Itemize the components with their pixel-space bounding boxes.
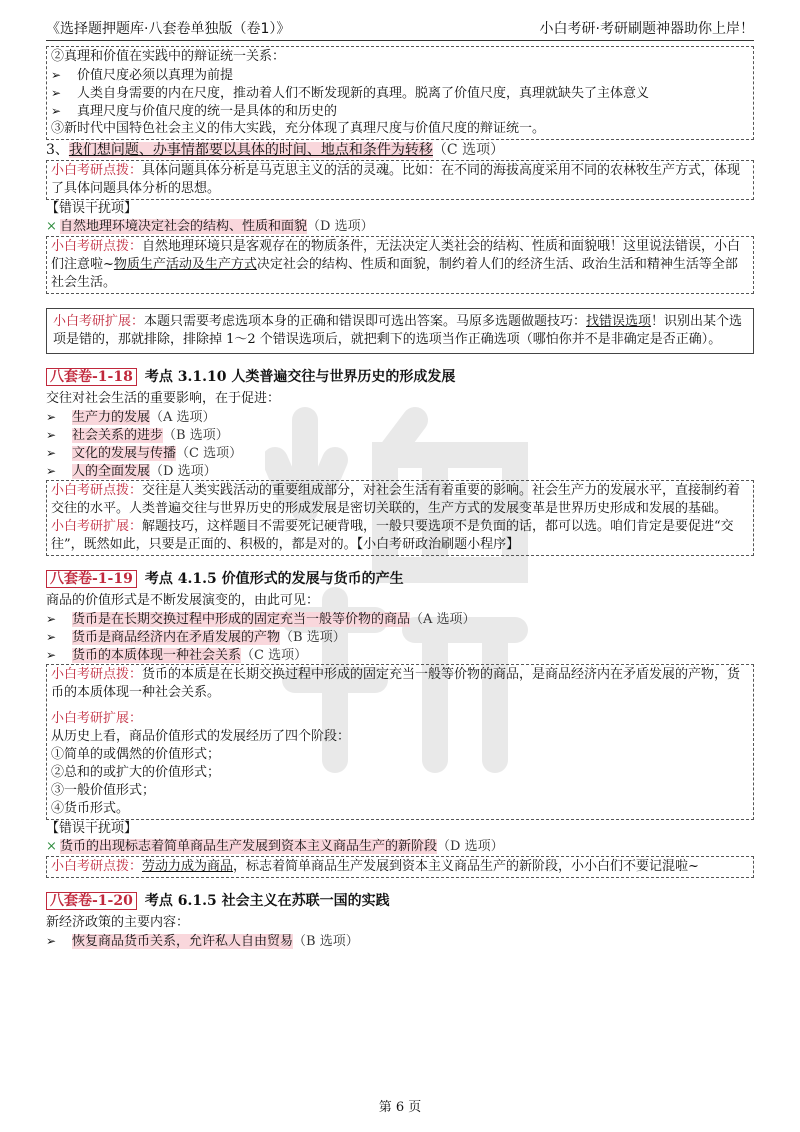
extend-label: 小白考研扩展：: [51, 711, 143, 726]
tip-label: 小白考研点拨：: [51, 239, 143, 254]
box-line: ②真理和价值在实践中的辩证统一关系：: [51, 49, 286, 64]
bullet-line: ➢ 价值尺度必须以真理为前提: [51, 66, 749, 84]
box-line: ③新时代中国特色社会主义的伟大实践，充分体现了真理尺度与价值尺度的辩证统一。: [51, 121, 546, 136]
stage-item: ①简单的或偶然的价值形式；: [51, 747, 221, 762]
page-content: [46, 46, 754, 950]
cross-icon: ×: [46, 839, 57, 854]
question-tag: 八套卷-1-18: [46, 368, 137, 386]
question-tag: 八套卷-1-19: [46, 570, 137, 588]
option-item: ➢ 货币是在长期交换过程中形成的固定充当一般等价物的商品（A 选项）: [46, 610, 754, 628]
question-intro: 交往对社会生活的重要影响，在于促进：: [46, 391, 281, 406]
bullet-line: ➢ 真理尺度与价值尺度的统一是具体的和历史的: [51, 102, 749, 120]
tip-label: 小白考研点拨：: [51, 859, 143, 874]
distractor-tip-box: 小白考研点拨：自然地理环境只是客观存在的物质条件，无法决定人类社会的结构、性质和面貌哦！这里说法错误，小白们注意啦~物质生产活动及生产方式决定社会的结构、性质和面貌，制约着人们的经济生活、政治生活和精神生活等全部社会生活。: [46, 236, 754, 294]
page-number: 第 6 页: [378, 1100, 422, 1115]
tip-box: 小白考研点拨：具体问题具体分析是马克思主义的活的灵魂。比如：在不同的海拔高度采用不同的农林牧生产方式，体现了具体问题具体分析的思想。: [46, 160, 754, 200]
distractor-text: 自然地理环境决定社会的结构、性质和面貌: [60, 219, 308, 234]
question-title-20: 八套卷-1-20 考点 6.1.5 社会主义在苏联一国的实践: [46, 890, 754, 912]
extend-box: 小白考研扩展：本题只需要考虑选项本身的正确和错误即可选出答案。马原多选题做题技巧：找错误选项！识别出某个选项是错的，那就排除，排除掉 1～2 个错误选项后，就把剩下的选项当作正确选项（哪怕你并不是非确定是否正确）。: [46, 308, 754, 354]
distractor-tip-box: 小白考研点拨：劳动力成为商品，标志着简单商品生产发展到资本主义商品生产的新阶段，小小白们不要记混啦~: [46, 856, 754, 878]
header-slogan: 小白考研·考研刷题神器助你上岸！: [539, 21, 754, 37]
distractor-heading: 【错误干扰项】: [46, 821, 138, 836]
question-title-18: 八套卷-1-18 考点 3.1.10 人类普遍交往与世界历史的形成发展: [46, 366, 754, 388]
option-item: ➢ 货币是商品经济内在矛盾发展的产物（B 选项）: [46, 628, 754, 646]
question-intro: 商品的价值形式是不断发展演变的，由此可见：: [46, 593, 320, 608]
extend-label: 小白考研扩展：: [53, 314, 145, 329]
bullet-line: ➢ 人类自身需要的内在尺度，推动着人们不断发现新的真理。脱离了价值尺度，真理就缺失了主体意义: [51, 84, 749, 102]
question-title-19: 八套卷-1-19 考点 4.1.5 价值形式的发展与货币的产生: [46, 568, 754, 590]
answer-item-3: 3、我们想问题、办事情都要以具体的时间、地点和条件为转移（C 选项）: [46, 142, 505, 158]
tip-label: 小白考研点拨：: [51, 163, 143, 178]
stage-item: ③一般价值形式；: [51, 783, 156, 798]
tip-box: 小白考研点拨：交往是人类实践活动的重要组成部分，对社会生活有着重要的影响。社会生产力的发展水平，直接制约着交往的水平。人类普遍交往与世界历史的形成发展是密切关联的，生产方式的发展变革是世界历史形成和发展的基础。 小白考研扩展：解题技巧，这样题目不需要死记硬背哦，一般只要选项不是负面的话，都可以选。咱们肯定是要促进“交往”，既然如此，只要是正面的、积极的，都是对的。【小白考研政治刷题小程序】: [46, 480, 754, 556]
tip-label: 小白考研点拨：: [51, 667, 143, 682]
distractor-item: × 自然地理环境决定社会的结构、性质和面貌（D 选项）: [46, 219, 374, 234]
option-item: ➢ 人的全面发展（D 选项）: [46, 462, 754, 480]
answer-text: 我们想问题、办事情都要以具体的时间、地点和条件为转移: [68, 142, 433, 158]
distractor-item: × 货币的出现标志着简单商品生产发展到资本主义商品生产的新阶段（D 选项）: [46, 839, 504, 854]
stage-item: ④货币形式。: [51, 801, 130, 816]
cross-icon: ×: [46, 219, 57, 234]
option-item: ➢ 恢复商品货币关系，允许私人自由贸易（B 选项）: [46, 932, 754, 950]
option-item: ➢ 文化的发展与传播（C 选项）: [46, 444, 754, 462]
option-item: ➢ 货币的本质体现一种社会关系（C 选项）: [46, 646, 754, 664]
option-label: （C 选项）: [432, 142, 505, 158]
tip-label: 小白考研点拨：: [51, 483, 143, 498]
question-intro: 新经济政策的主要内容：: [46, 915, 190, 930]
extend-label: 小白考研扩展：: [51, 519, 143, 534]
header-title: 《选择题押题库·八套卷单独版（卷1）》: [46, 21, 291, 37]
page-header: [46, 12, 754, 41]
tip-box: 小白考研点拨：货币的本质是在长期交换过程中形成的固定充当一般等价物的商品，是商品经济内在矛盾发展的产物，货币的本质体现一种社会关系。 小白考研扩展： 从历史上看，商品价值形式的发展经历了四个阶段： ①简单的或偶然的价值形式； ②总和的或扩大的价值形式； ③一般价值形式； ④货币形式。: [46, 664, 754, 820]
distractor-heading: 【错误干扰项】: [46, 201, 138, 216]
distractor-text: 货币的出现标志着简单商品生产发展到资本主义商品生产的新阶段: [60, 839, 438, 854]
option-item: ➢ 社会关系的进步（B 选项）: [46, 426, 754, 444]
stage-item: ②总和的或扩大的价值形式；: [51, 765, 221, 780]
option-item: ➢ 生产力的发展（A 选项）: [46, 408, 754, 426]
question-tag: 八套卷-1-20: [46, 892, 137, 910]
truth-value-box: [46, 46, 754, 140]
